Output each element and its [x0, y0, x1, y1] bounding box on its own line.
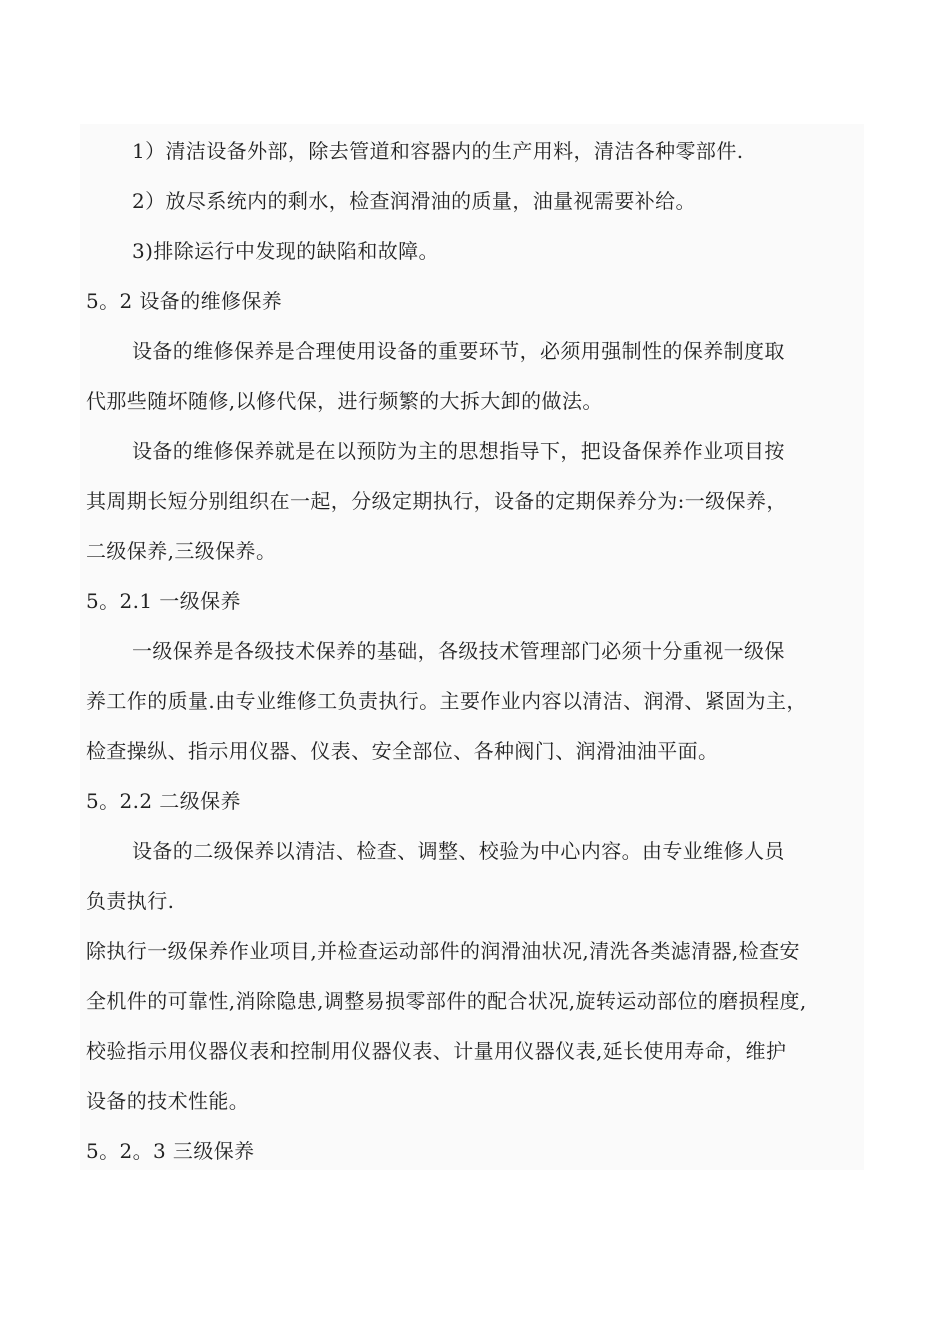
paragraph-line: 其周期长短分别组织在一起，分级定期执行，设备的定期保养分为:一级保养， [86, 489, 787, 513]
paragraph-line: 代那些随坏随修,以修代保，进行频繁的大拆大卸的做法。 [86, 389, 603, 413]
paragraph-line: 二级保养,三级保养。 [86, 539, 277, 563]
section-heading-5-2-3: 5。2。3 三级保养 [86, 1139, 255, 1163]
section-heading-5-2-1: 5。2.1 一级保养 [86, 589, 241, 613]
paragraph-line: 除执行一级保养作业项目,并检查运动部件的润滑油状况,清洗各类滤清器,检查安 [86, 939, 800, 963]
paragraph-line: 负责执行. [86, 889, 175, 913]
paragraph-line: 一级保养是各级技术保养的基础，各级技术管理部门必须十分重视一级保 [132, 639, 785, 663]
paragraph-line: 设备的维修保养是合理使用设备的重要环节，必须用强制性的保养制度取 [132, 339, 785, 363]
list-item-fix-defects: 3)排除运行中发现的缺陷和故障。 [132, 239, 439, 263]
paragraph-line: 设备的维修保养就是在以预防为主的思想指导下，把设备保养作业项目按 [132, 439, 785, 463]
list-item-drain-water: 2）放尽系统内的剩水，检查润滑油的质量，油量视需要补给。 [132, 189, 696, 213]
paragraph-line: 检查操纵、指示用仪器、仪表、安全部位、各种阀门、润滑油油平面。 [86, 739, 719, 763]
paragraph-line: 全机件的可靠性,消除隐患,调整易损零部件的配合状况,旋转运动部位的磨损程度, [86, 989, 807, 1013]
paragraph-line: 设备的技术性能。 [86, 1089, 250, 1113]
section-heading-5-2-2: 5。2.2 二级保养 [86, 789, 241, 813]
paragraph-line: 校验指示用仪器仪表和控制用仪器仪表、计量用仪器仪表,延长使用寿命，维护 [86, 1039, 787, 1063]
paragraph-line: 养工作的质量.由专业维修工负责执行。主要作业内容以清洁、润滑、紧固为主， [86, 689, 807, 713]
list-item-clean-exterior: 1）清洁设备外部，除去管道和容器内的生产用料，清洁各种零部件. [132, 139, 744, 163]
paragraph-line: 设备的二级保养以清洁、检查、调整、校验为中心内容。由专业维修人员 [132, 839, 785, 863]
section-heading-5-2: 5。2 设备的维修保养 [86, 289, 283, 313]
